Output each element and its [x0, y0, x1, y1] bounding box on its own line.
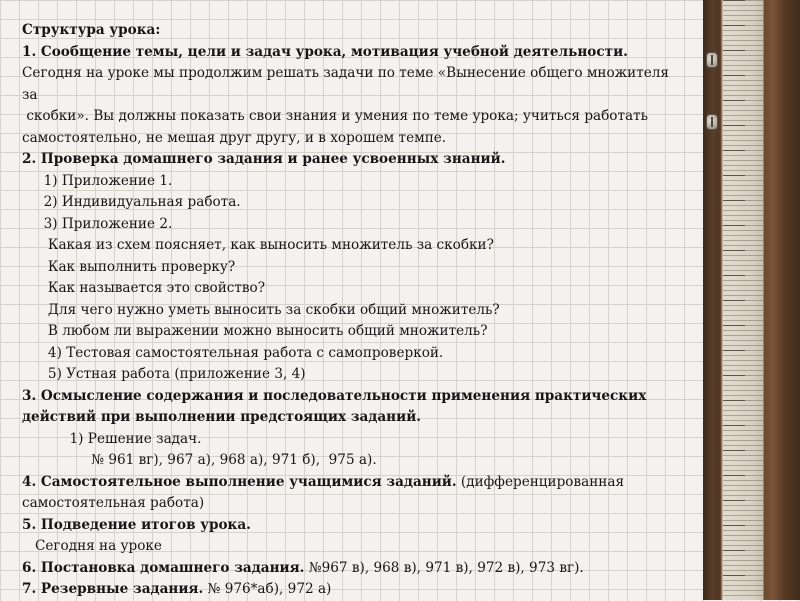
text-segment: Сегодня на уроке мы продолжим решать задачи по теме «Вынесение общего множителя [22, 65, 669, 81]
text-line [22, 515, 702, 537]
text-segment: скобки». Вы должны показать свои знания и умения по теме урока; учиться работать [22, 108, 649, 124]
text-segment: (дифференцированная [456, 473, 625, 490]
text-line [22, 257, 702, 279]
ruler-screw [706, 114, 718, 130]
text-line [22, 171, 702, 193]
text-segment: №967 в), 968 в), 971 в), 972 в), 973 вг). [304, 559, 584, 576]
text-line [22, 128, 702, 150]
text-segment: 2) Индивидуальная работа. [22, 194, 241, 210]
text-segment: 1) Решение задач. [22, 430, 202, 447]
text-line [22, 579, 702, 601]
text-segment: 5) Устная работа (приложение 3, 4) [22, 366, 306, 382]
bold-text-segment: 2. Проверка домашнего задания и ранее усвоенных знаний. [22, 151, 506, 167]
bold-text-segment: 6. Постановка домашнего задания. [22, 559, 305, 576]
text-segment: 1) Приложение 1. [22, 172, 173, 189]
text-line [22, 149, 702, 171]
text-line [22, 429, 702, 451]
text-line [22, 536, 702, 558]
text-line [22, 192, 702, 214]
text-segment: № 961 вг), 967 а), 968 а), 971 б), 975 а). [22, 452, 377, 468]
text-segment: самостоятельная работа) [22, 495, 205, 511]
text-segment: № 976*аб), 972 а) [203, 581, 332, 597]
text-line [22, 407, 702, 429]
ruler-screw [706, 52, 718, 68]
text-segment: Для чего нужно уметь выносить за скобки общий множитель? [22, 301, 500, 318]
text-segment: Как называется это свойство? [22, 280, 266, 296]
bold-text-segment: действий при выполнении предстоящих заданий. [22, 409, 422, 425]
bold-text-segment: 5. Подведение итогов урока. [22, 516, 251, 533]
bold-text-segment: 4. Самостоятельное выполнение учащимися заданий. [22, 473, 457, 490]
bold-text-segment: 3. Осмысление содержания и последовательности применения практических [22, 387, 647, 404]
text-line [22, 493, 702, 515]
text-line [22, 85, 702, 107]
text-line [22, 450, 702, 472]
text-line [22, 214, 702, 236]
ruler-major-ticks [723, 0, 745, 600]
text-line [22, 106, 702, 128]
text-segment: Сегодня на уроке [22, 538, 162, 554]
text-segment: Какая из схем поясняет, как выносить множитель за скобки? [22, 237, 494, 253]
text-line [22, 278, 702, 300]
text-line [22, 20, 702, 42]
text-line [22, 321, 702, 343]
bold-text-segment: Структура урока: [22, 22, 161, 38]
text-line [22, 300, 702, 322]
text-segment: Как выполнить проверку? [22, 258, 236, 275]
text-line [22, 558, 702, 580]
text-segment: за [22, 86, 38, 103]
text-segment: В любом ли выражении можно выносить общий множитель? [22, 323, 488, 339]
text-segment: 4) Тестовая самостоятельная работа с самопроверкой. [22, 344, 444, 361]
text-line [22, 63, 702, 85]
text-line [22, 343, 702, 365]
text-line [22, 42, 702, 64]
text-line [22, 386, 702, 408]
bold-text-segment: 1. Сообщение темы, цели и задач урока, мотивация учебной деятельности. [22, 43, 628, 60]
bold-text-segment: 7. Резервные задания. [22, 581, 204, 597]
text-segment: самостоятельно, не мешая друг другу, и в хорошем темпе. [22, 129, 447, 146]
text-line [22, 235, 702, 257]
text-segment: 3) Приложение 2. [22, 215, 173, 232]
text-line [22, 364, 702, 386]
text-line [22, 472, 702, 494]
lesson-structure-text [22, 20, 702, 601]
